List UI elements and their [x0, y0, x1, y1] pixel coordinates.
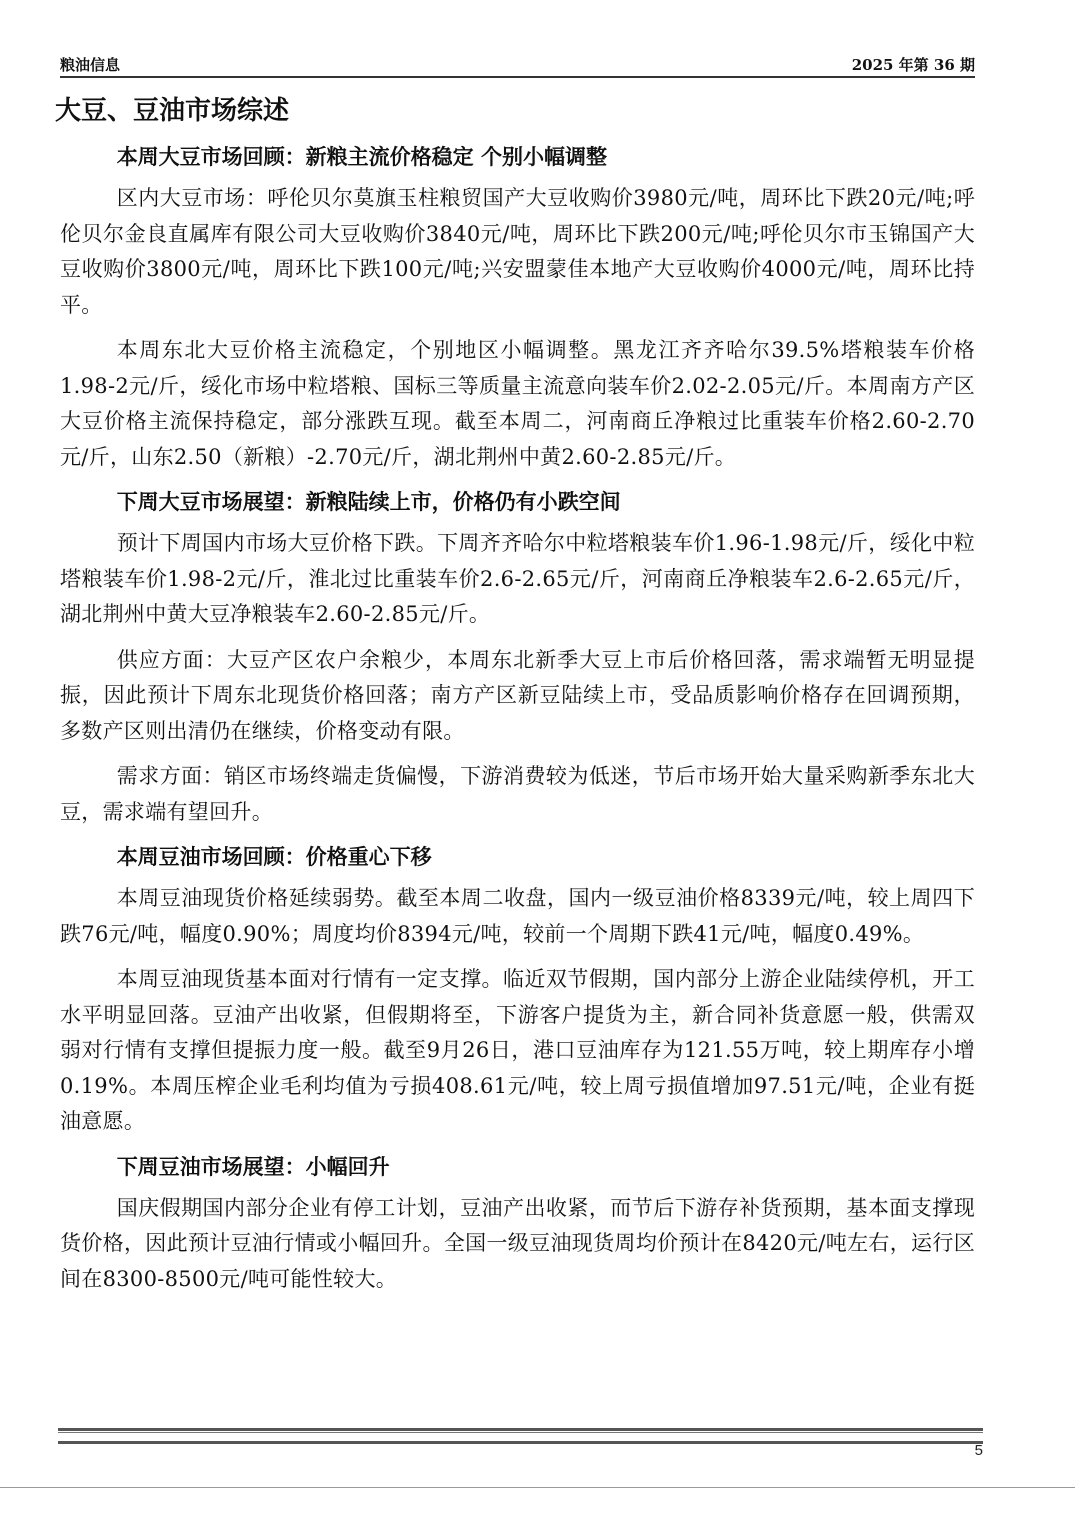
paragraph: 需求方面：销区市场终端走货偏慢，下游消费较为低迷，节后市场开始大量采购新季东北大豆，需求端有望回升。 — [60, 764, 975, 824]
page-bottom-edge — [0, 1487, 1075, 1488]
paragraph: 本周豆油现货基本面对行情有一定支撑。临近双节假期，国内部分上游企业陆续停机，开工水平明显回落。豆油产出收紧，但假期将至，下游客户提货为主，新合同补货意愿一般，供需双弱对行情有支撑但提振力度一般。截至9月26日，港口豆油库存为121.55万吨，较上期库存小增0.19%。本周压榨企业毛利均值为亏损408.61元/吨，较上周亏损值增加97.51元/吨，企业有挺油意愿。 — [60, 967, 975, 1133]
paragraph: 预计下周国内市场大豆价格下跌。下周齐齐哈尔中粒塔粮装车价1.96-1.98元/斤，绥化中粒塔粮装车价1.98-2元/斤，淮北过比重装车价2.6-2.65元/斤，河南商丘净粮装车2.6-2.65元/斤，湖北荆州中黄大豆净粮装车2.60-2.85元/斤。 — [60, 531, 975, 626]
section-heading-soyoil-outlook: 下周豆油市场展望：小幅回升 — [116, 1153, 390, 1179]
paragraph: 区内大豆市场：呼伦贝尔莫旗玉柱粮贸国产大豆收购价3980元/吨，周环比下跌20元/吨;呼伦贝尔金良直属库有限公司大豆收购价3840元/吨，周环比下跌200元/吨;呼伦贝尔市玉锦国产大豆收购价3800元/吨，周环比下跌100元/吨;兴安盟蒙佳本地产大豆收购价4000元/吨，周环比持平。 — [60, 186, 975, 317]
footer-divider — [58, 1428, 983, 1444]
section-heading-soyoil-review: 本周豆油市场回顾：价格重心下移 — [116, 844, 432, 869]
paragraph: 本周豆油现货价格延续弱势。截至本周二收盘，国内一级豆油价格8339元/吨，较上周四下跌76元/吨，幅度0.90%；周度均价8394元/吨，较前一个周期下跌41元/吨，幅度0.49%。 — [60, 886, 975, 946]
paragraph: 本周东北大豆价格主流稳定，个别地区小幅调整。黑龙江齐齐哈尔39.5%塔粮装车价格1.98-2元/斤，绥化市场中粒塔粮、国标三等质量主流意向装车价2.02-2.05元/斤。本周南方产区大豆价格主流保持稳定，部分涨跌互现。截至本周二，河南商丘净粮过比重装车价格2.60-2.70元/斤，山东2.50（新粮）-2.70元/斤，湖北荆州中黄2.60-2.85元/斤。 — [60, 338, 975, 469]
issue-number: 2025 年第 36 期 — [851, 56, 975, 74]
publication-name: 粮油信息 — [60, 56, 121, 74]
section-heading-soybean-outlook: 下周大豆市场展望：新粮陆续上市，价格仍有小跌空间 — [116, 489, 621, 514]
page-number: 5 — [974, 1442, 983, 1459]
article-body — [60, 140, 975, 1307]
page-title: 大豆、豆油市场综述 — [55, 96, 290, 126]
paragraph: 国庆假期国内部分企业有停工计划，豆油产出收紧，而节后下游存补货预期，基本面支撑现货价格，因此预计豆油行情或小幅回升。全国一级豆油现货周均价预计在8420元/吨左右，运行区间在8300-8500元/吨可能性较大。 — [60, 1195, 975, 1291]
section-heading-soybean-review: 本周大豆市场回顾：新粮主流价格稳定 个别小幅调整 — [116, 144, 607, 169]
paragraph: 供应方面：大豆产区农户余粮少，本周东北新季大豆上市后价格回落，需求端暂无明显提振，因此预计下周东北现货价格回落；南方产区新豆陆续上市，受品质影响价格存在回调预期，多数产区则出清仍在继续，价格变动有限。 — [60, 647, 975, 743]
page-header — [60, 52, 975, 78]
